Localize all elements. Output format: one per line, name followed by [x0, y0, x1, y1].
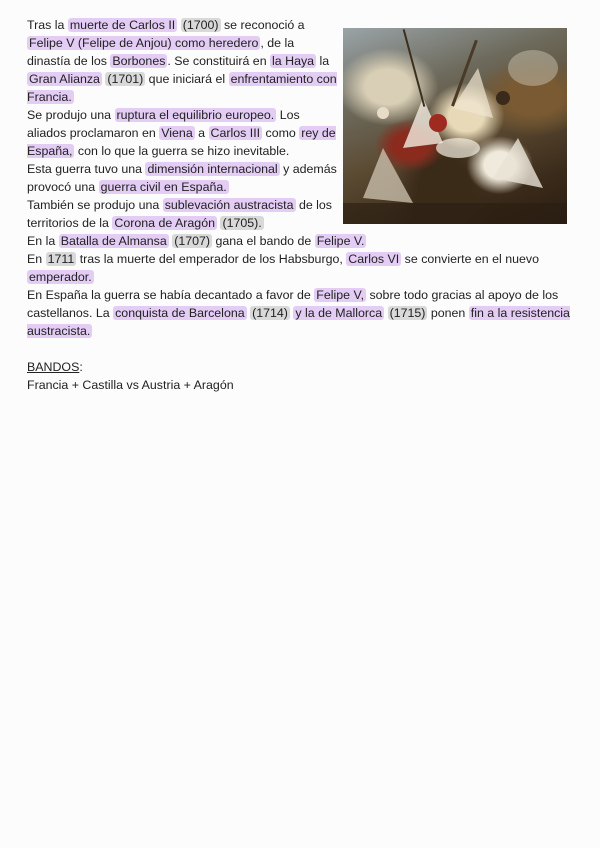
- highlighted-term: Batalla de Almansa: [60, 234, 167, 248]
- text-run: También se produjo una: [27, 198, 163, 212]
- bandos-colon: :: [79, 360, 83, 374]
- highlighted-term: la Haya: [272, 54, 315, 68]
- painting-detail: [343, 28, 567, 224]
- full-paragraph: [27, 232, 575, 250]
- highlighted-term: Gran Alianza: [29, 72, 100, 86]
- highlighted-date: (1700): [182, 18, 219, 32]
- highlighted-term: Felipe V.: [316, 234, 365, 248]
- highlighted-term: enfrentamiento con Francia.: [27, 72, 337, 104]
- text-run: Esta guerra tuvo una: [27, 162, 146, 176]
- highlighted-term: rey de España,: [27, 126, 336, 158]
- text-run: sobre todo gracias al apoyo de los castellanos. La: [27, 288, 559, 320]
- highlighted-term: conquista de Barcelona: [115, 306, 245, 320]
- highlighted-term: guerra civil en España.: [100, 180, 227, 194]
- text-run: de los territorios de la: [27, 198, 333, 230]
- highlighted-term: Felipe V (Felipe de Anjou) como heredero: [29, 36, 259, 50]
- text-run: Los aliados proclamaron en: [27, 108, 300, 140]
- text-run: la: [316, 54, 330, 68]
- highlighted-term: Carlos III: [210, 126, 261, 140]
- highlighted-term: Corona de Aragón: [114, 216, 215, 230]
- text-run: , de la dinastía de los: [27, 36, 295, 68]
- bandos-text: Francia + Castilla vs Austria + Aragón: [27, 378, 234, 392]
- highlighted-date: (1715): [389, 306, 426, 320]
- column-paragraph: [27, 160, 337, 196]
- bandos-heading-line: [27, 358, 575, 376]
- highlighted-date: (1701): [107, 72, 144, 86]
- highlighted-date: 1711: [47, 252, 75, 266]
- highlighted-term: Felipe V,: [316, 288, 365, 302]
- text-run: Tras la: [27, 18, 68, 32]
- text-run: a: [194, 126, 209, 140]
- highlighted-term: Carlos VI: [348, 252, 400, 266]
- highlighted-date: (1707): [174, 234, 211, 248]
- highlighted-term: Viena: [161, 126, 193, 140]
- text-run: Se produjo una: [27, 108, 115, 122]
- text-run: y además provocó una: [27, 162, 337, 194]
- text-full-width: [27, 232, 575, 394]
- text-run: gana el bando de: [212, 234, 315, 248]
- text-run: como: [262, 126, 300, 140]
- highlighted-term: fin a la resistencia austracista.: [27, 306, 570, 338]
- text-run: se convierte en el nuevo: [401, 252, 539, 266]
- text-run: . Se constituirá en: [167, 54, 271, 68]
- column-paragraph: [27, 196, 337, 232]
- highlighted-term: Borbones: [112, 54, 166, 68]
- text-run: que iniciará el: [145, 72, 229, 86]
- full-paragraph: [27, 286, 575, 340]
- full-paragraph: [27, 250, 575, 286]
- text-column: [27, 16, 337, 232]
- highlighted-term: emperador.: [29, 270, 92, 284]
- bandos-heading: BANDOS: [27, 360, 80, 374]
- highlighted-term: muerte de Carlos II: [69, 18, 176, 32]
- battle-painting-image: [343, 28, 567, 224]
- highlighted-term: sublevación austracista: [164, 198, 294, 212]
- column-paragraph: [27, 106, 337, 160]
- highlighted-term: dimensión internacional: [147, 162, 278, 176]
- text-run: tras la muerte del emperador de los Habsburgo,: [76, 252, 347, 266]
- paragraph-spacer: [27, 340, 575, 358]
- highlighted-term: y la de Mallorca: [295, 306, 383, 320]
- text-run: con lo que la guerra se hizo inevitable.: [74, 144, 290, 158]
- text-run: ponen: [427, 306, 469, 320]
- highlighted-term: ruptura el equilibrio europeo.: [116, 108, 275, 122]
- text-run: se reconoció a: [220, 18, 305, 32]
- column-paragraph: [27, 16, 337, 106]
- text-run: En España la guerra se había decantado a favor de: [27, 288, 315, 302]
- highlighted-date: (1705).: [222, 216, 262, 230]
- text-run: En: [27, 252, 46, 266]
- highlighted-date: (1714): [252, 306, 288, 320]
- text-run: En la: [27, 234, 59, 248]
